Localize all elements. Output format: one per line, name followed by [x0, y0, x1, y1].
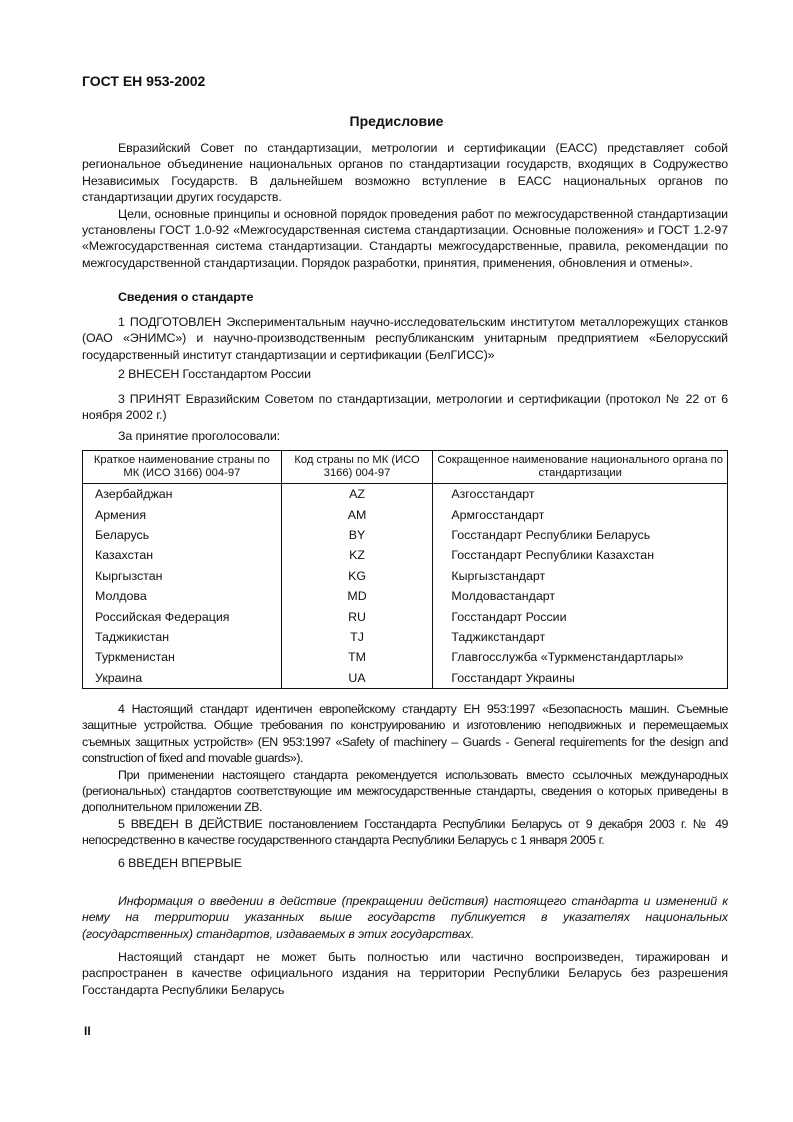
country-cell: Туркменистан: [83, 647, 282, 667]
code-cell: UA: [281, 668, 433, 689]
table-row: [83, 566, 728, 586]
country-cell: Украина: [83, 668, 282, 689]
code-cell: BY: [281, 525, 433, 545]
item-4-text: 4 Настоящий стандарт идентичен европейскому стандарту ЕН 953:1997 «Безопасность машин. Съемные защитные устройства. Общие требования по конструированию и изготовлению неподвижных и перемещаемых съемных защитных устройств» (EN 953:1997 «Safety of machinery – Guards - General requirements for the design and construction of fixed and movable guards»).: [82, 702, 728, 766]
org-cell: Госстандарт Украины: [433, 668, 728, 689]
document-code: ГОСТ ЕН 953-2002: [82, 73, 206, 89]
column-header-country: Краткое наименование страны по МК (ИСО 3166) 004-97: [83, 451, 282, 484]
org-cell: Госстандарт России: [433, 606, 728, 626]
org-cell: Госстандарт Республики Казахстан: [433, 545, 728, 565]
foreword-title: Предисловие: [349, 113, 444, 129]
code-cell: TJ: [281, 627, 433, 647]
country-cell: Таджикистан: [83, 627, 282, 647]
item-2-submitted: 2 ВНЕСЕН Госстандартом России: [118, 367, 311, 381]
code-cell: KZ: [281, 545, 433, 565]
country-cell: Армения: [83, 504, 282, 524]
table-row: [83, 586, 728, 606]
table-row: [83, 647, 728, 667]
org-cell: Таджикстандарт: [433, 627, 728, 647]
item-4-identity: [82, 701, 728, 816]
code-cell: KG: [281, 566, 433, 586]
code-cell: AZ: [281, 484, 433, 505]
item-3-adopted: 3 ПРИНЯТ Евразийским Советом по стандартизации, метрологии и сертификации (протокол № 22 от 6 ноября 2002 г.): [82, 392, 728, 423]
org-cell: Кыргызстандарт: [433, 566, 728, 586]
table-header-row: [83, 451, 728, 484]
column-header-code: Код страны по МК (ИСО 3166) 004-97: [281, 451, 433, 484]
foreword-paragraph: Цели, основные принципы и основной порядок проведения работ по межгосударственной стандартизации установлены ГОСТ 1.0-92 «Межгосударственная система стандартизации. Основные положения» и ГОСТ 1.2-97 «Межгосударственная система стандартизации. Стандарты межгосударственные, правила, рекомендации по межгосударственной стандартизации. Порядок разработки, принятия, применения, обновления и отмены».: [82, 206, 728, 270]
table-row: [83, 606, 728, 626]
copyright-notice: Настоящий стандарт не может быть полностью или частично воспроизведен, тиражирован и распространен в качестве официального издания на территории Республики Беларусь без разрешения Госстандарта Республики Беларусь: [82, 950, 728, 997]
item-4-note: При применении настоящего стандарта рекомендуется использовать вместо ссылочных международных (региональных) стандартов соответствующие им межгосударственные стандарты, сведения о которых приведены в дополнительном приложении ZB.: [82, 767, 728, 815]
country-cell: Российская Федерация: [83, 606, 282, 626]
voted-label: За принятие проголосовали:: [118, 429, 280, 443]
code-cell: AM: [281, 504, 433, 524]
table-row: [83, 525, 728, 545]
item-5-effective: 5 ВВЕДЕН В ДЕЙСТВИЕ постановлением Госстандарта Республики Беларусь от 9 декабря 2003 г. № 49 непосредственно в качестве государственного стандарта Республики Беларусь с 1 января 2005 г.: [82, 817, 728, 848]
item-6-first-introduced: 6 ВВЕДЕН ВПЕРВЫЕ: [118, 856, 242, 870]
org-cell: Главгосслужба «Туркменстандартлары»: [433, 647, 728, 667]
org-cell: Армгосстандарт: [433, 504, 728, 524]
code-cell: RU: [281, 606, 433, 626]
country-cell: Азербайджан: [83, 484, 282, 505]
code-cell: MD: [281, 586, 433, 606]
org-cell: Госстандарт Республики Беларусь: [433, 525, 728, 545]
code-cell: TM: [281, 647, 433, 667]
page-number: II: [84, 1024, 91, 1038]
country-cell: Беларусь: [83, 525, 282, 545]
foreword-body: [82, 140, 728, 271]
country-cell: Кыргызстан: [83, 566, 282, 586]
table-row: [83, 627, 728, 647]
column-header-org: Сокращенное наименование национального органа по стандартизации: [433, 451, 728, 484]
item-1-prepared: 1 ПОДГОТОВЛЕН Экспериментальным научно-исследовательским институтом металлорежущих станков (ОАО «ЭНИМС») и научно-производственным республиканским унитарным предприятием «Белорусский государственный институт стандартизации и сертификации (БелГИСС)»: [82, 315, 728, 362]
foreword-paragraph: Евразийский Совет по стандартизации, метрологии и сертификации (ЕАСС) представляет собой региональное объединение национальных органов по стандартизации государств, входящих в Содружество Независимых Государств. В дальнейшем возможно вступление в ЕАСС национальных органов по стандартизации других государств.: [82, 141, 728, 205]
table-row: [83, 504, 728, 524]
country-cell: Молдова: [83, 586, 282, 606]
table-row: [83, 545, 728, 565]
votes-table: [82, 450, 728, 689]
info-notice: Информация о введении в действие (прекращении действия) настоящего стандарта и изменений к нему на территории указанных выше государств публикуется в указателях национальных (государственных) стандартов, издаваемых в этих государствах.: [82, 894, 728, 941]
country-cell: Казахстан: [83, 545, 282, 565]
standard-info-heading: Сведения о стандарте: [118, 290, 254, 304]
org-cell: Азгосстандарт: [433, 484, 728, 505]
table-row: [83, 668, 728, 689]
org-cell: Молдовастандарт: [433, 586, 728, 606]
table-row: [83, 484, 728, 505]
